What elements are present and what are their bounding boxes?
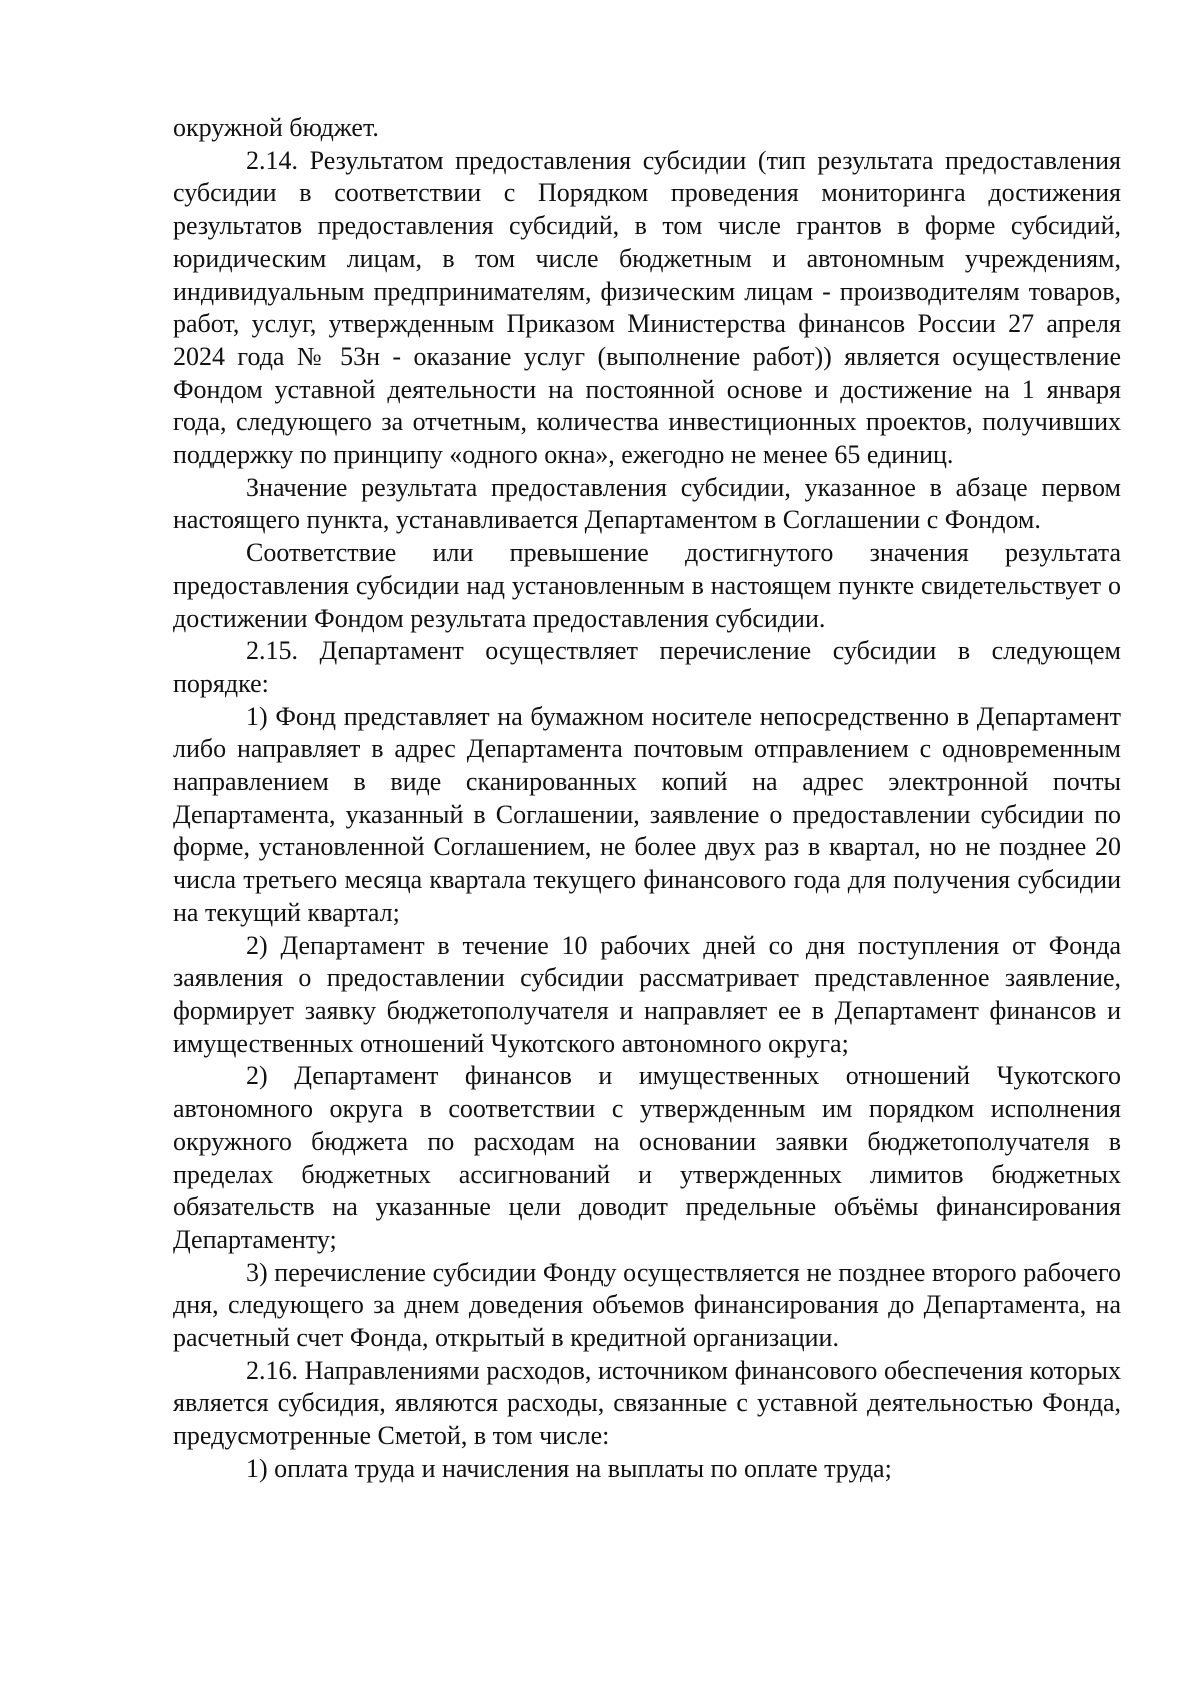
paragraph-2-15-item-2b: 2) Департамент финансов и имущественных отношений Чукотского автономного округа в соответствии с утвержденным им порядком исполнения окружного бюджета по расходам на основании заявки бюджетополучателя в пределах бюджетных ассигнований и утвержденных лимитов бюджетных обязательств на указанные цели доводит предельные объёмы финансирования Департаменту; — [173, 1061, 1121, 1254]
document-page — [173, 112, 1121, 1486]
paragraph-continuation: окружной бюджет. — [173, 113, 379, 142]
paragraph-2-16-item-1: 1) оплата труда и начисления на выплаты по оплате труда; — [246, 1453, 892, 1483]
paragraph-result-compliance: Соответствие или превышение достигнутого значения результата предоставления субсидии над установленным в настоящем пункте свидетельствует о достижении Фондом результата предоставления субсидии. — [173, 538, 1121, 633]
paragraph-2-15-item-1: 1) Фонд представляет на бумажном носителе непосредственно в Департамент либо направляет в адрес Департамента почтовым отправлением с одновременным направлением в виде сканированных копий на адрес электронной почты Департамента, указанный в Соглашении, заявление о предоставлении субсидии по форме, установленной Соглашением, не более двух раз в квартал, но не позднее 20 числа третьего месяца квартала текущего финансового года для получения субсидии на текущий квартал; — [173, 701, 1121, 927]
paragraph-2-15: 2.15. Департамент осуществляет перечисление субсидии в следующем порядке: — [173, 636, 1121, 698]
paragraph-2-16: 2.16. Направлениями расходов, источником финансового обеспечения которых является субсидия, являются расходы, связанные с уставной деятельностью Фонда, предусмотренные Сметой, в том числе: — [173, 1355, 1121, 1451]
paragraph-result-value: Значение результата предоставления субсидии, указанное в абзаце первом настоящего пункта, устанавливается Департаментом в Соглашении с Фондом. — [173, 472, 1121, 535]
paragraph-2-15-item-2a: 2) Департамент в течение 10 рабочих дней со дня поступления от Фонда заявления о предоставлении субсидии рассматривает представленное заявление, формирует заявку бюджетополучателя и направляет ее в Департамент финансов и имущественных отношений Чукотского автономного округа; — [173, 930, 1121, 1058]
paragraph-2-14: 2.14. Результатом предоставления субсидии (тип результата предоставления субсидии в соответствии с Порядком проведения мониторинга достижения результатов предоставления субсидий, в том числе грантов в форме субсидий, юридическим лицам, в том числе бюджетным и автономным учреждениям, индивидуальным предпринимателям, физическим лицам - производителям товаров, работ, услуг, утвержденным Приказом Министерства финансов России 27 апреля 2024 года № 53н - оказание услуг (выполнение работ)) является осуществление Фондом уставной деятельности на постоянной основе и достижение на 1 января года, следующего за отчетным, количества инвестиционных проектов, получивших поддержку по принципу «одного окна», ежегодно не менее 65 единиц. — [173, 145, 1121, 470]
paragraph-2-15-item-3: 3) перечисление субсидии Фонду осуществляется не позднее второго рабочего дня, следующего за днем доведения объемов финансирования до Департамента, на расчетный счет Фонда, открытый в кредитной организации. — [173, 1257, 1121, 1353]
